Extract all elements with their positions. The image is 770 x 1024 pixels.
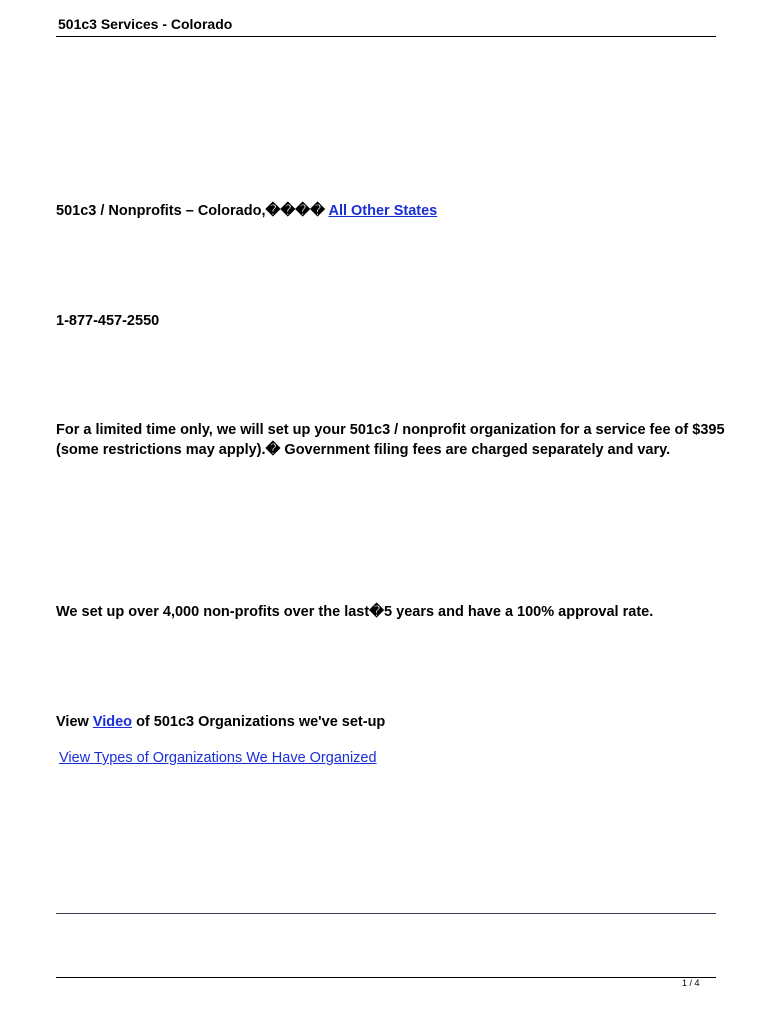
states-line xyxy=(56,202,437,221)
all-other-states-link[interactable]: All Other States xyxy=(328,203,438,219)
footer-divider xyxy=(56,977,716,978)
header-divider xyxy=(56,36,716,37)
stats-paragraph: We set up over 4,000 non-profits over the last�5 years and have a 100% approval rate. xyxy=(56,604,654,620)
states-line-text: 501c3 / Nonprofits – Colorado,���� xyxy=(56,203,325,219)
video-line-prefix: View xyxy=(56,714,89,730)
video-link[interactable]: Video xyxy=(92,714,133,730)
video-line xyxy=(56,713,385,732)
video-line-suffix: of 501c3 Organizations we've set-up xyxy=(136,714,386,730)
content-divider xyxy=(56,913,716,914)
organization-types-link[interactable]: View Types of Organizations We Have Organized xyxy=(59,750,377,766)
page-number: 1 / 4 xyxy=(682,978,700,988)
phone-number: 1-877-457-2550 xyxy=(56,313,160,329)
page-header-title: 501c3 Services - Colorado xyxy=(58,16,233,32)
offer-paragraph: For a limited time only, we will set up your 501c3 / nonprofit organization for a service fee of $395 (some restrictions may apply).� Government filing fees are charged separately and vary. xyxy=(56,422,725,458)
